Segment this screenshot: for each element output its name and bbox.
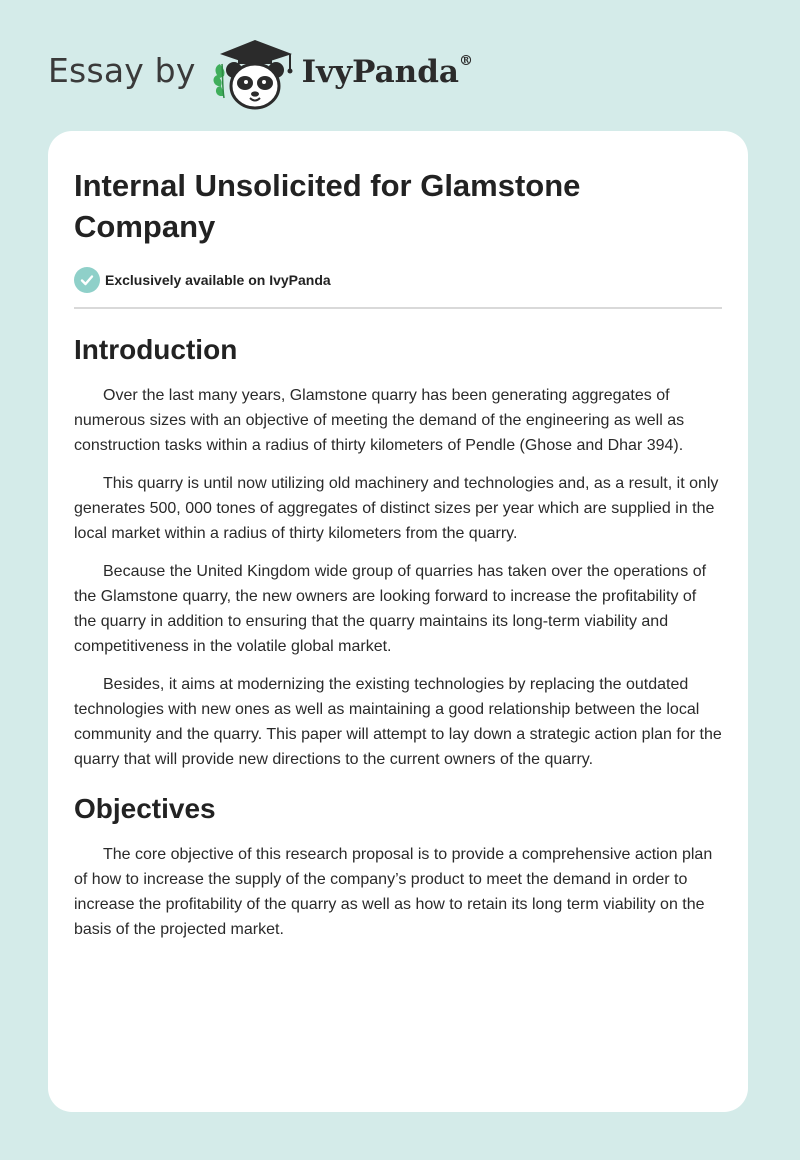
paragraph: Over the last many years, Glamstone quarry has been generating aggregates of numerous sizes with an objective of meeting the demand of the engineering as well as construction tasks within a radius of thirty kilometers of Pendle (Ghose and Dhar 394). — [74, 387, 685, 454]
site-header — [48, 34, 473, 114]
panda-graduate-icon[interactable] — [210, 34, 300, 114]
section-heading-introduction: Introduction — [74, 334, 238, 365]
paragraph: This quarry is until now utilizing old machinery and technologies and, as a result, it only generates 500, 000 tones of aggregates of distinct sizes per year which are supplied in the local market within a radius of thirty kilometers from the quarry. — [74, 475, 719, 542]
brand-label: IvyPanda — [301, 54, 459, 90]
registered-mark: ® — [458, 52, 473, 69]
exclusive-badge — [74, 267, 722, 309]
page-title: Internal Unsolicited for Glamstone Company — [74, 168, 581, 244]
exclusive-badge-label: Exclusively available on IvyPanda — [105, 272, 331, 288]
paragraph: Besides, it aims at modernizing the existing technologies by replacing the outdated technologies with new ones as well as maintaining a good relationship between the local community and the quarry. This paper will attempt to lay down a strategic action plan for the quarry that will provide new directions to the current owners of the quarry. — [74, 676, 722, 768]
check-circle-icon — [74, 267, 100, 293]
paragraph: The core objective of this research proposal is to provide a comprehensive action plan of how to increase the supply of the company’s product to meet the demand in order to increase the profitability of the quarry as well as how to retain its long term viability on the basis of the projected market. — [74, 846, 713, 938]
paragraph: Because the United Kingdom wide group of quarries has taken over the operations of the Glamstone quarry, the new owners are looking forward to increase the profitability of the quarry in addition to ensuring that the quarry maintains its long-term viability and competitiveness in the volatile global market. — [74, 563, 707, 655]
section-heading-objectives: Objectives — [74, 793, 216, 824]
essay-by-label: Essay by — [48, 50, 196, 90]
brand-name[interactable] — [302, 54, 473, 90]
essay-card — [48, 131, 748, 1112]
